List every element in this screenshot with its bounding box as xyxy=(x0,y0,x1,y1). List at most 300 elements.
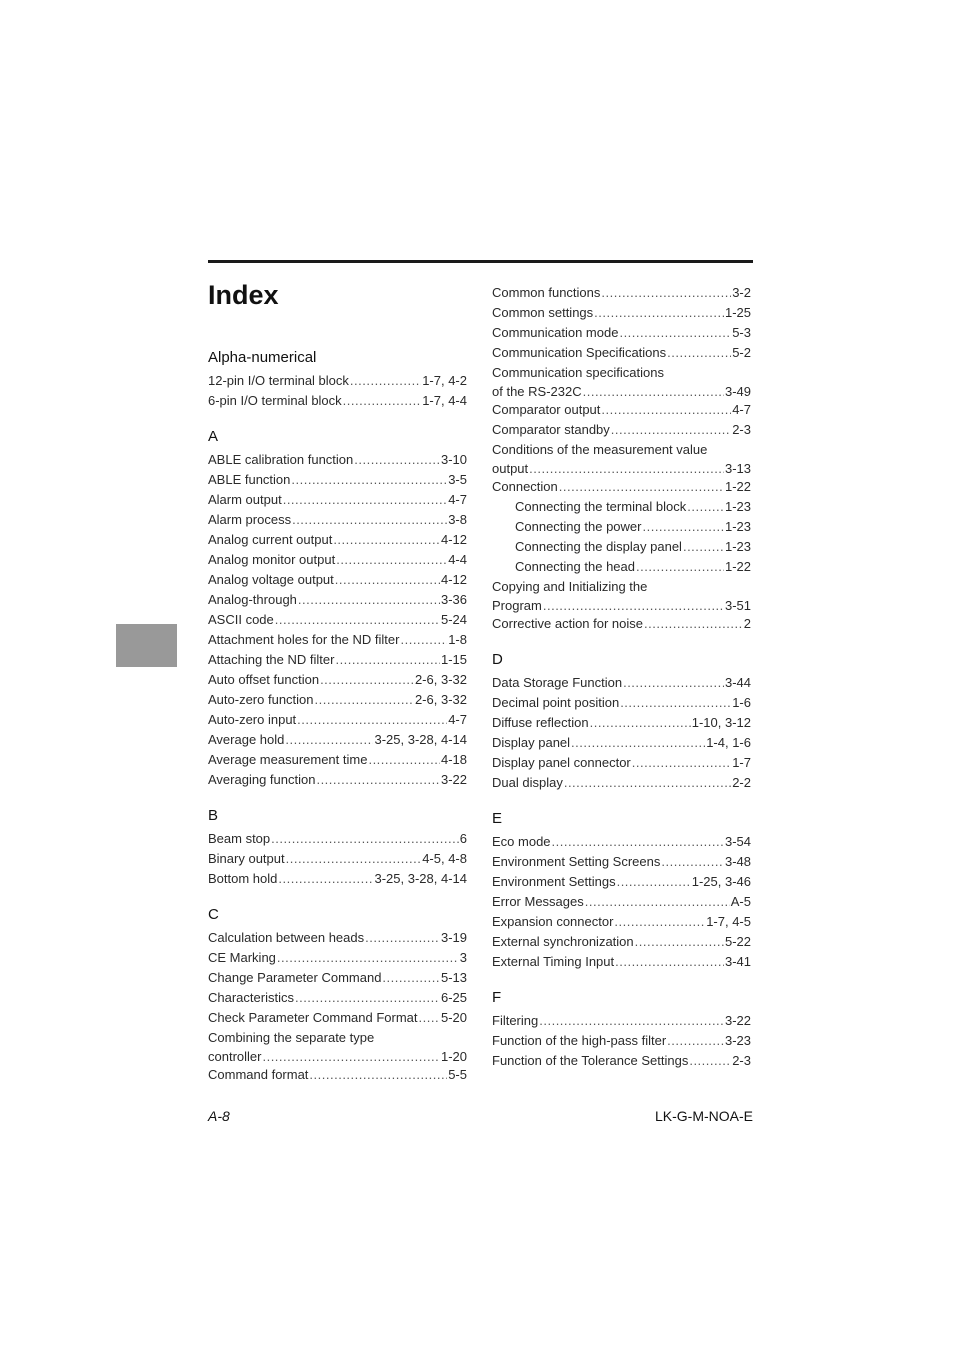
index-entry xyxy=(492,400,751,420)
index-entry-text: Expansion connector xyxy=(492,914,614,929)
index-entry-page: 1-22 xyxy=(724,479,751,494)
dot-leader xyxy=(309,1065,447,1085)
index-entry-text: Function of the high-pass filter xyxy=(492,1033,667,1048)
dot-leader xyxy=(262,1048,440,1065)
index-entry-page: 2 xyxy=(743,616,751,631)
index-entry xyxy=(492,673,751,693)
dot-leader xyxy=(594,303,724,323)
dot-leader xyxy=(291,470,447,490)
index-entry-text: Auto offset function xyxy=(208,672,320,687)
index-entry-text: External Timing Input xyxy=(492,954,615,969)
dot-leader xyxy=(635,932,724,952)
index-entry-line xyxy=(492,323,751,343)
index-entry-page: 5-13 xyxy=(440,970,467,985)
dot-leader xyxy=(601,400,731,420)
index-entry-line xyxy=(492,517,751,537)
dot-leader xyxy=(644,614,743,634)
index-entry-text: Calculation between heads xyxy=(208,930,365,945)
page-title: Index xyxy=(208,280,279,310)
dot-leader xyxy=(316,770,440,790)
index-entry-page: 3-44 xyxy=(724,675,751,690)
index-entry xyxy=(208,690,467,710)
index-section-heading: F xyxy=(492,989,502,1006)
index-entry xyxy=(492,537,751,557)
dot-leader xyxy=(277,948,459,968)
index-entry xyxy=(492,363,751,400)
index-entry-line xyxy=(492,1011,751,1031)
dot-leader xyxy=(585,892,730,912)
dot-leader xyxy=(601,283,731,303)
index-entry-text: Averaging function xyxy=(208,772,316,787)
index-entry xyxy=(492,497,751,517)
index-section-heading: D xyxy=(492,651,503,668)
index-entry xyxy=(492,912,751,932)
index-entry-page: 4-18 xyxy=(440,752,467,767)
index-entry-line xyxy=(492,1031,751,1051)
index-entry xyxy=(492,952,751,972)
index-entry-line xyxy=(492,497,751,517)
index-entry xyxy=(492,614,751,634)
index-entry xyxy=(208,570,467,590)
index-entry-text: Command format xyxy=(208,1067,309,1082)
index-entry-page: 1-7 xyxy=(732,755,751,770)
index-entry xyxy=(208,450,467,470)
index-entry-line xyxy=(208,1008,467,1028)
dot-leader xyxy=(619,323,731,343)
dot-leader xyxy=(689,1051,731,1071)
index-entry-line xyxy=(208,630,467,650)
index-entry-text: Binary output xyxy=(208,851,285,866)
index-entry-page: 3-5 xyxy=(448,472,467,487)
index-entry xyxy=(208,750,467,770)
index-entry-page: 2-3 xyxy=(732,1053,751,1068)
index-entry-text: Connecting the power xyxy=(515,519,642,534)
index-entry xyxy=(492,323,751,343)
index-entry-text: Average measurement time xyxy=(208,752,368,767)
index-entry-text: Connecting the terminal block xyxy=(515,499,687,514)
index-entry-text: Environment Settings xyxy=(492,874,616,889)
index-entry-text: controller xyxy=(208,1049,262,1064)
index-column-right xyxy=(492,283,751,1071)
dot-leader xyxy=(620,693,731,713)
dot-leader xyxy=(292,510,447,530)
index-section-heading: E xyxy=(492,810,503,827)
dot-leader xyxy=(354,450,440,470)
index-entry-text: Communication Specifications xyxy=(492,345,667,360)
index-entry-page: 3-51 xyxy=(724,598,751,613)
index-entry-page: 3-25, 3-28, 4-14 xyxy=(374,871,467,886)
index-entry xyxy=(492,1031,751,1051)
index-entry-text: 12-pin I/O terminal block xyxy=(208,373,349,388)
index-entry xyxy=(208,1065,467,1085)
index-entry-text: output xyxy=(492,461,529,476)
index-entry-page: 1-7, 4-5 xyxy=(706,914,751,929)
dot-leader xyxy=(275,610,440,630)
index-entry-text: Analog current output xyxy=(208,532,333,547)
index-entry-text: Beam stop xyxy=(208,831,271,846)
dot-leader xyxy=(552,832,724,852)
index-entry-line xyxy=(208,849,467,869)
index-entry-line xyxy=(208,550,467,570)
index-entry xyxy=(208,849,467,869)
index-entry xyxy=(208,829,467,849)
index-entry-page: 3-10 xyxy=(440,452,467,467)
index-entry-page: 3-13 xyxy=(724,461,751,476)
index-entry-page: 5-20 xyxy=(440,1010,467,1025)
dot-leader xyxy=(298,590,440,610)
index-entry-line xyxy=(492,303,751,323)
index-entry-line xyxy=(492,932,751,952)
index-entry-text: Check Parameter Command Format xyxy=(208,1010,418,1025)
dot-leader xyxy=(583,383,724,400)
index-entry xyxy=(208,470,467,490)
index-entry-page: 1-25 xyxy=(724,305,751,320)
dot-leader xyxy=(333,530,440,550)
index-entry-line xyxy=(208,670,467,690)
index-entry-page: 3-2 xyxy=(732,285,751,300)
index-entry-text: Program xyxy=(492,598,542,613)
dot-leader xyxy=(683,537,724,557)
index-entry-line xyxy=(208,829,467,849)
page-number: A-8 xyxy=(208,1108,230,1124)
index-entry-page: 4-7 xyxy=(732,402,751,417)
index-entry-page: 1-15 xyxy=(440,652,467,667)
index-entry-page: 2-3 xyxy=(732,422,751,437)
index-entry-line xyxy=(208,730,467,750)
index-entry-line xyxy=(492,832,751,852)
document-code: LK-G-M-NOA-E xyxy=(655,1108,753,1124)
index-entry xyxy=(492,343,751,363)
index-entry xyxy=(208,928,467,948)
index-entry-line xyxy=(492,597,751,614)
index-entry-text: Common settings xyxy=(492,305,594,320)
dot-leader xyxy=(632,753,731,773)
index-column-left xyxy=(208,348,467,1085)
dot-leader xyxy=(636,557,724,577)
dot-leader xyxy=(295,988,440,1008)
index-entry-text: Characteristics xyxy=(208,990,294,1005)
dot-leader xyxy=(559,477,724,497)
index-entry-text: of the RS-232C xyxy=(492,384,582,399)
index-entry-page: 4-12 xyxy=(440,532,467,547)
dot-leader xyxy=(642,517,723,537)
index-entry-text: Bottom hold xyxy=(208,871,278,886)
index-entry-page: 1-25, 3-46 xyxy=(691,874,751,889)
index-entry-text: Common functions xyxy=(492,285,601,300)
index-section-heading: B xyxy=(208,807,219,824)
index-entry-page: 3-19 xyxy=(440,930,467,945)
index-entry xyxy=(492,713,751,733)
index-entry xyxy=(208,770,467,790)
index-entry xyxy=(492,557,751,577)
index-entry xyxy=(208,650,467,670)
index-entry xyxy=(208,391,467,411)
index-entry xyxy=(208,988,467,1008)
dot-leader xyxy=(571,733,705,753)
dot-leader xyxy=(661,852,724,872)
index-entry-line xyxy=(208,391,467,411)
index-entry-line xyxy=(492,460,751,477)
index-entry-text: Average hold xyxy=(208,732,285,747)
index-entry-line xyxy=(492,852,751,872)
section-thumb-tab xyxy=(116,624,177,667)
index-entry xyxy=(492,693,751,713)
index-entry xyxy=(208,550,467,570)
index-entry-text: Display panel connector xyxy=(492,755,631,770)
dot-leader xyxy=(343,391,422,411)
index-entry-page: 1-23 xyxy=(724,539,751,554)
index-entry-page: 1-23 xyxy=(724,499,751,514)
index-entry-page: 5-5 xyxy=(448,1067,467,1082)
index-entry-line xyxy=(208,1065,467,1085)
dot-leader xyxy=(285,730,373,750)
index-entry-text: Alarm process xyxy=(208,512,292,527)
index-entry-page: 1-7, 4-4 xyxy=(422,393,467,408)
index-entry-text: Data Storage Function xyxy=(492,675,623,690)
dot-leader xyxy=(297,710,447,730)
index-entry-line xyxy=(208,490,467,510)
index-entry-text: ABLE function xyxy=(208,472,291,487)
index-entry-text: 6-pin I/O terminal block xyxy=(208,393,342,408)
index-entry-line xyxy=(208,988,467,1008)
index-entry-page: 3-22 xyxy=(440,772,467,787)
index-entry-text: Analog monitor output xyxy=(208,552,336,567)
index-entry xyxy=(208,948,467,968)
dot-leader xyxy=(590,713,691,733)
index-entry xyxy=(208,968,467,988)
index-entry xyxy=(492,773,751,793)
index-entry xyxy=(492,303,751,323)
index-entry-line xyxy=(492,713,751,733)
index-entry-line xyxy=(492,952,751,972)
dot-leader xyxy=(687,497,724,517)
index-entry-text: Error Messages xyxy=(492,894,584,909)
index-entry-page: 1-8 xyxy=(448,632,467,647)
index-entry xyxy=(208,510,467,530)
index-entry-line xyxy=(492,673,751,693)
index-entry-line xyxy=(492,283,751,303)
index-entry-line xyxy=(208,590,467,610)
index-entry xyxy=(208,710,467,730)
index-entry-text: Attaching the ND filter xyxy=(208,652,335,667)
index-entry-page: 4-7 xyxy=(448,712,467,727)
index-entry xyxy=(208,610,467,630)
dot-leader xyxy=(286,849,422,869)
index-entry-page: 3-48 xyxy=(724,854,751,869)
index-entry xyxy=(208,490,467,510)
index-entry-text: Attachment holes for the ND filter xyxy=(208,632,400,647)
index-entry-page: 4-12 xyxy=(440,572,467,587)
dot-leader xyxy=(335,650,440,670)
index-entry-line xyxy=(208,750,467,770)
index-entry-page: 5-3 xyxy=(732,325,751,340)
index-entry-text: Diffuse reflection xyxy=(492,715,589,730)
dot-leader xyxy=(623,673,724,693)
index-entry xyxy=(208,670,467,690)
index-entry-line xyxy=(208,610,467,630)
index-entry-page: 6 xyxy=(459,831,467,846)
index-entry-line xyxy=(492,420,751,440)
index-entry-page: 3-23 xyxy=(724,1033,751,1048)
index-entry-line xyxy=(492,614,751,634)
dot-leader xyxy=(615,952,724,972)
index-section-heading: A xyxy=(208,428,219,445)
dot-leader xyxy=(667,343,731,363)
index-entry xyxy=(492,1011,751,1031)
index-entry-text: Connection xyxy=(492,479,558,494)
index-entry xyxy=(208,371,467,391)
index-entry-text: Analog voltage output xyxy=(208,572,334,587)
dot-leader xyxy=(283,490,448,510)
index-entry-text: Eco mode xyxy=(492,834,551,849)
dot-leader xyxy=(315,690,414,710)
index-entry-text: Change Parameter Command xyxy=(208,970,382,985)
index-entry-text: Analog-through xyxy=(208,592,297,607)
index-entry-line xyxy=(492,912,751,932)
dot-leader xyxy=(271,829,459,849)
index-entry-text: Auto-zero input xyxy=(208,712,297,727)
index-entry-text: Dual display xyxy=(492,775,563,790)
dot-leader xyxy=(368,750,440,770)
index-entry-text: ASCII code xyxy=(208,612,274,627)
index-entry-line xyxy=(208,948,467,968)
index-entry-text: Decimal point position xyxy=(492,695,620,710)
index-entry-text: Comparator standby xyxy=(492,422,610,437)
index-entry xyxy=(208,730,467,750)
index-entry-page: 3-8 xyxy=(448,512,467,527)
index-entry xyxy=(492,577,751,614)
index-entry-line xyxy=(208,650,467,670)
index-entry-text: Environment Setting Screens xyxy=(492,854,661,869)
dot-leader xyxy=(419,1008,440,1028)
index-entry-line xyxy=(492,477,751,497)
dot-leader xyxy=(400,630,447,650)
index-entry xyxy=(492,892,751,912)
index-entry xyxy=(208,590,467,610)
index-entry-page: 3-22 xyxy=(724,1013,751,1028)
index-section-heading: Alpha-numerical xyxy=(208,349,317,366)
index-entry-text: Connecting the head xyxy=(515,559,635,574)
index-entry-text: Corrective action for noise xyxy=(492,616,644,631)
index-entry-line xyxy=(492,753,751,773)
index-entry-line xyxy=(208,869,467,889)
dot-leader xyxy=(365,928,440,948)
dot-leader xyxy=(336,550,447,570)
index-entry-line xyxy=(492,733,751,753)
index-entry-line xyxy=(208,690,467,710)
index-entry xyxy=(208,869,467,889)
index-entry-line1: Conditions of the measurement value xyxy=(492,442,708,457)
dot-leader xyxy=(667,1031,724,1051)
index-entry-page: 4-4 xyxy=(448,552,467,567)
index-entry-text: Function of the Tolerance Settings xyxy=(492,1053,689,1068)
index-entry-text: Alarm output xyxy=(208,492,282,507)
index-entry-page: 5-2 xyxy=(732,345,751,360)
index-entry-line xyxy=(492,537,751,557)
dot-leader xyxy=(278,869,373,889)
index-entry-page: 3-41 xyxy=(724,954,751,969)
index-entry-line xyxy=(208,530,467,550)
index-entry-text: Comparator output xyxy=(492,402,601,417)
dot-leader xyxy=(335,570,440,590)
index-entry xyxy=(492,517,751,537)
index-entry-line xyxy=(208,968,467,988)
index-entry xyxy=(492,283,751,303)
index-entry-line xyxy=(492,872,751,892)
index-entry-page: 2-6, 3-32 xyxy=(414,672,467,687)
index-entry-line xyxy=(208,450,467,470)
index-entry-page: 3 xyxy=(459,950,467,965)
index-entry-text: Display panel xyxy=(492,735,571,750)
index-entry-page: 3-25, 3-28, 4-14 xyxy=(374,732,467,747)
index-entry-text: Connecting the display panel xyxy=(515,539,682,554)
index-entry-line xyxy=(492,400,751,420)
index-entry-line xyxy=(208,710,467,730)
index-entry-line xyxy=(492,557,751,577)
dot-leader xyxy=(564,773,731,793)
index-entry-page: 4-5, 4-8 xyxy=(422,851,467,866)
index-entry-line1: Combining the separate type xyxy=(208,1030,375,1045)
index-entry-line xyxy=(492,343,751,363)
index-entry xyxy=(492,832,751,852)
index-entry-page: 3-49 xyxy=(724,384,751,399)
index-entry-page: 5-22 xyxy=(724,934,751,949)
dot-leader xyxy=(350,371,421,391)
index-entry xyxy=(492,872,751,892)
index-entry xyxy=(208,1028,467,1065)
dot-leader xyxy=(611,420,731,440)
index-entry-page: 1-10, 3-12 xyxy=(691,715,751,730)
index-entry-page: 2-2 xyxy=(732,775,751,790)
index-entry-page: 1-4, 1-6 xyxy=(706,735,751,750)
index-entry xyxy=(492,420,751,440)
index-entry-page: 1-6 xyxy=(732,695,751,710)
index-entry-line xyxy=(208,470,467,490)
index-entry-page: 1-20 xyxy=(440,1049,467,1064)
dot-leader xyxy=(614,912,705,932)
index-entry-text: External synchronization xyxy=(492,934,634,949)
index-entry xyxy=(492,753,751,773)
dot-leader xyxy=(617,872,691,892)
index-entry-page: 3-36 xyxy=(440,592,467,607)
index-entry-line1: Copying and Initializing the xyxy=(492,579,648,594)
dot-leader xyxy=(382,968,440,988)
index-entry-page: 1-23 xyxy=(724,519,751,534)
index-entry-page: 5-24 xyxy=(440,612,467,627)
index-entry-page: 1-22 xyxy=(724,559,751,574)
index-entry xyxy=(492,1051,751,1071)
index-entry xyxy=(492,852,751,872)
index-entry-page: 3-54 xyxy=(724,834,751,849)
index-entry xyxy=(208,530,467,550)
index-entry xyxy=(492,440,751,477)
dot-leader xyxy=(543,597,724,614)
index-entry xyxy=(492,932,751,952)
index-entry-page: 2-6, 3-32 xyxy=(414,692,467,707)
index-entry-line1: Communication specifications xyxy=(492,365,664,380)
index-entry xyxy=(208,630,467,650)
index-entry xyxy=(492,733,751,753)
dot-leader xyxy=(529,460,724,477)
index-entry-line xyxy=(208,1048,467,1065)
index-entry-page: A-5 xyxy=(730,894,751,909)
index-entry-line xyxy=(208,928,467,948)
index-entry-line xyxy=(492,383,751,400)
index-entry xyxy=(492,477,751,497)
index-entry-text: Filtering xyxy=(492,1013,539,1028)
index-entry-text: ABLE calibration function xyxy=(208,452,354,467)
index-entry-line xyxy=(208,510,467,530)
